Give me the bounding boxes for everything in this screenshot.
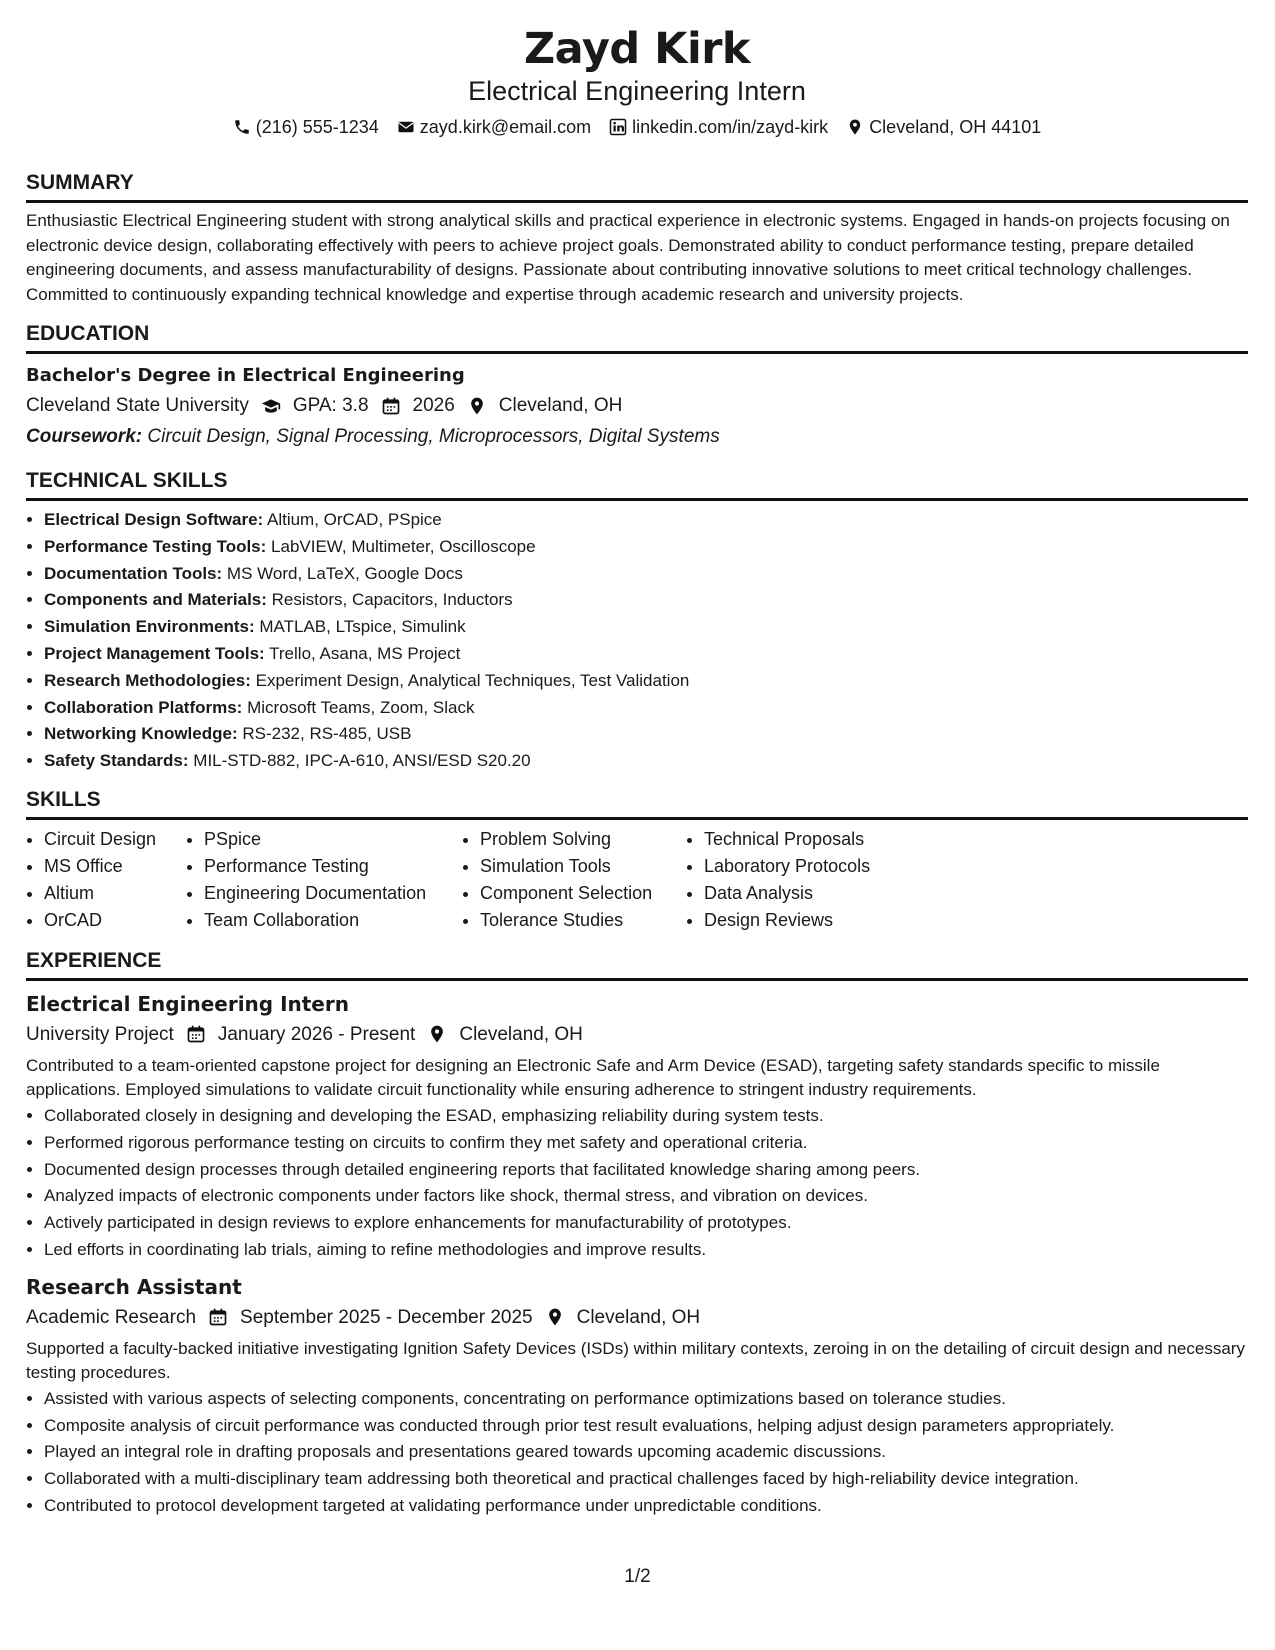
candidate-title: Electrical Engineering Intern: [468, 76, 806, 106]
calendar-icon: [186, 1024, 206, 1044]
job-description: Supported a faculty-backed initiative investigating Ignition Safety Devices (ISDs) within military contexts, zeroing in on the detailing of circuit design and necessary testing procedures.: [26, 1338, 1245, 1383]
skill-values: LabVIEW, Multimeter, Oscilloscope: [271, 536, 536, 556]
list-item: • Altium: [44, 880, 186, 907]
job-meta: [26, 1019, 1248, 1050]
skill-category: Components and Materials:: [44, 590, 267, 610]
job-description: Contributed to a team-oriented capstone project for designing an Electronic Safe and Arm Device (ESAD), targeting safety standards specific to missile applications. Employed simulations to validate circuit functionality while ensuring adherence to stringent industry requirements.: [26, 1055, 1160, 1100]
list-item: • Component Selection: [480, 880, 686, 907]
linkedin-text: linkedin.com/in/zayd-kirk: [632, 117, 829, 137]
job-entry: [26, 1272, 1248, 1520]
summary-section: [26, 168, 1248, 307]
list-item: [44, 561, 1248, 588]
job-entry: [26, 989, 1248, 1264]
list-item: • Engineering Documentation: [204, 880, 462, 907]
skill-values: Experiment Design, Analytical Techniques, Test Validation: [255, 670, 690, 690]
list-item: [44, 534, 1248, 561]
list-item: • Design Reviews: [704, 907, 944, 934]
job-role: Research Assistant: [26, 1274, 242, 1299]
list-item: [44, 748, 1248, 775]
contact-phone: [233, 112, 379, 142]
coursework-list: Circuit Design, Signal Processing, Microprocessors, Digital Systems: [147, 426, 720, 447]
list-item: • Laboratory Protocols: [704, 853, 944, 880]
list-item: • Performed rigorous performance testing on circuits to confirm they met safety and operational criteria.: [44, 1130, 1248, 1157]
job-meta: [26, 1302, 1248, 1333]
contact-email[interactable]: [397, 112, 591, 142]
coursework-label: Coursework:: [26, 426, 143, 447]
technical-skills-list: [26, 507, 1248, 775]
education-location: Cleveland, OH: [498, 395, 623, 416]
map-pin-icon: [467, 396, 487, 416]
list-item: • Actively participated in design reviews to explore enhancements for manufacturability of prototypes.: [44, 1210, 1248, 1237]
list-item: [44, 721, 1248, 748]
section-heading-skills: SKILLS: [26, 785, 1248, 820]
list-item: [44, 641, 1248, 668]
job-bullets: [26, 1103, 1248, 1264]
skill-values: MATLAB, LTspice, Simulink: [259, 617, 466, 637]
calendar-icon: [208, 1307, 228, 1327]
skill-category: Networking Knowledge:: [44, 724, 238, 744]
phone-text: (216) 555-1234: [255, 117, 379, 137]
envelope-icon: [397, 118, 415, 136]
skill-category: Simulation Environments:: [44, 617, 255, 637]
list-item: [44, 695, 1248, 722]
list-item: • Led efforts in coordinating lab trials, aiming to refine methodologies and improve results.: [44, 1237, 1248, 1264]
list-item: • MS Office: [44, 853, 186, 880]
coursework-line: [26, 421, 1248, 452]
phone-icon: [233, 118, 251, 136]
list-item: [44, 614, 1248, 641]
job-org: Academic Research: [26, 1306, 197, 1328]
list-item: • Data Analysis: [704, 880, 944, 907]
list-item: • Simulation Tools: [480, 853, 686, 880]
list-item: [44, 668, 1248, 695]
skills-section: [26, 785, 1248, 934]
section-heading-summary: SUMMARY: [26, 168, 1248, 203]
job-dates: January 2026 - Present: [217, 1023, 416, 1045]
list-item: • Played an integral role in drafting proposals and presentations geared towards upcoming academic discussions.: [44, 1439, 1248, 1466]
education-meta: [26, 390, 1248, 421]
list-item: • Contributed to protocol development targeted at validating performance under unpredictable conditions.: [44, 1493, 1248, 1520]
contact-location: [846, 112, 1041, 142]
summary-text: Enthusiastic Electrical Engineering student with strong analytical skills and practical experience in electronic systems. Engaged in hands-on projects focusing on electronic device design, collaborating effectively with peers to achieve project goals. Demonstrated ability to conduct performance testing, prepare detailed engineering documents, and assess manufacturability of designs. Passionate about contributing innovative solutions to meet critical technology challenges. Committed to continuously expanding technical knowledge and expertise through academic research and university projects.: [26, 211, 1230, 304]
degree-title: Bachelor's Degree in Electrical Engineering: [26, 365, 465, 386]
skill-category: Documentation Tools:: [44, 563, 223, 583]
job-dates: September 2025 - December 2025: [240, 1306, 533, 1328]
experience-section: [26, 946, 1248, 1520]
list-item: • Problem Solving: [480, 826, 686, 853]
skill-category: Performance Testing Tools:: [44, 536, 267, 556]
map-pin-icon: [846, 118, 864, 136]
page-number: 1/2: [624, 1566, 651, 1587]
skill-values: Microsoft Teams, Zoom, Slack: [247, 697, 475, 717]
list-item: • Analyzed impacts of electronic components under factors like shock, thermal stress, and vibration on devices.: [44, 1183, 1248, 1210]
list-item: • Tolerance Studies: [480, 907, 686, 934]
job-org: University Project: [26, 1023, 174, 1045]
skills-column: [26, 826, 186, 934]
skill-category: Safety Standards:: [44, 751, 189, 771]
resume-header: [26, 24, 1248, 142]
list-item: • Collaborated closely in designing and developing the ESAD, emphasizing reliability during system tests.: [44, 1103, 1248, 1130]
skills-column: [186, 826, 462, 934]
skills-grid: [26, 826, 1248, 934]
job-role: Electrical Engineering Intern: [26, 991, 349, 1016]
section-heading-experience: EXPERIENCE: [26, 946, 1248, 981]
list-item: • Documented design processes through detailed engineering reports that facilitated knowledge sharing among peers.: [44, 1157, 1248, 1184]
skill-category: Project Management Tools:: [44, 643, 265, 663]
skill-values: MIL-STD-882, IPC-A-610, ANSI/ESD S20.20: [193, 751, 531, 771]
skill-values: Resistors, Capacitors, Inductors: [271, 590, 513, 610]
skill-category: Collaboration Platforms:: [44, 697, 243, 717]
contact-linkedin[interactable]: [609, 112, 828, 142]
skills-column: [686, 826, 944, 934]
job-location: Cleveland, OH: [576, 1306, 701, 1328]
job-bullets: [26, 1386, 1248, 1520]
section-heading-education: EDUCATION: [26, 319, 1248, 354]
technical-skills-section: [26, 466, 1248, 775]
list-item: [44, 587, 1248, 614]
candidate-name: Zayd Kirk: [523, 24, 751, 74]
skill-values: Trello, Asana, MS Project: [269, 643, 461, 663]
contact-line: [26, 112, 1248, 142]
skill-values: RS-232, RS-485, USB: [242, 724, 412, 744]
resume-page: [26, 0, 1248, 1520]
list-item: • Performance Testing: [204, 853, 462, 880]
skill-category: Research Methodologies:: [44, 670, 251, 690]
school-name: Cleveland State University: [26, 395, 249, 416]
list-item: • PSpice: [204, 826, 462, 853]
list-item: • OrCAD: [44, 907, 186, 934]
list-item: • Circuit Design: [44, 826, 186, 853]
map-pin-icon: [427, 1024, 447, 1044]
job-location: Cleveland, OH: [459, 1023, 583, 1045]
linkedin-icon: [609, 118, 627, 136]
skill-category: Electrical Design Software:: [44, 510, 264, 529]
calendar-icon: [381, 396, 401, 416]
email-text: zayd.kirk@email.com: [419, 117, 592, 137]
graduation-cap-icon: [261, 396, 281, 416]
skills-column: [462, 826, 686, 934]
list-item: • Assisted with various aspects of selecting components, concentrating on performance optimizations based on tolerance studies.: [44, 1386, 1248, 1413]
gpa-text: GPA: 3.8: [292, 395, 369, 416]
list-item: • Composite analysis of circuit performance was conducted through prior test result evaluations, helping adjust design parameters appropriately.: [44, 1413, 1248, 1440]
section-heading-technical-skills: TECHNICAL SKILLS: [26, 466, 1248, 501]
location-text: Cleveland, OH 44101: [869, 117, 1042, 137]
skill-values: MS Word, LaTeX, Google Docs: [226, 563, 463, 583]
list-item: [44, 507, 1248, 534]
education-section: [26, 319, 1248, 452]
list-item: • Team Collaboration: [204, 907, 462, 934]
map-pin-icon: [545, 1307, 565, 1327]
list-item: • Collaborated with a multi-disciplinary team addressing both theoretical and practical challenges faced by high-reliability device integration.: [44, 1466, 1248, 1493]
list-item: • Technical Proposals: [704, 826, 944, 853]
skill-values: Altium, OrCAD, PSpice: [266, 510, 442, 529]
graduation-year: 2026: [412, 395, 455, 416]
